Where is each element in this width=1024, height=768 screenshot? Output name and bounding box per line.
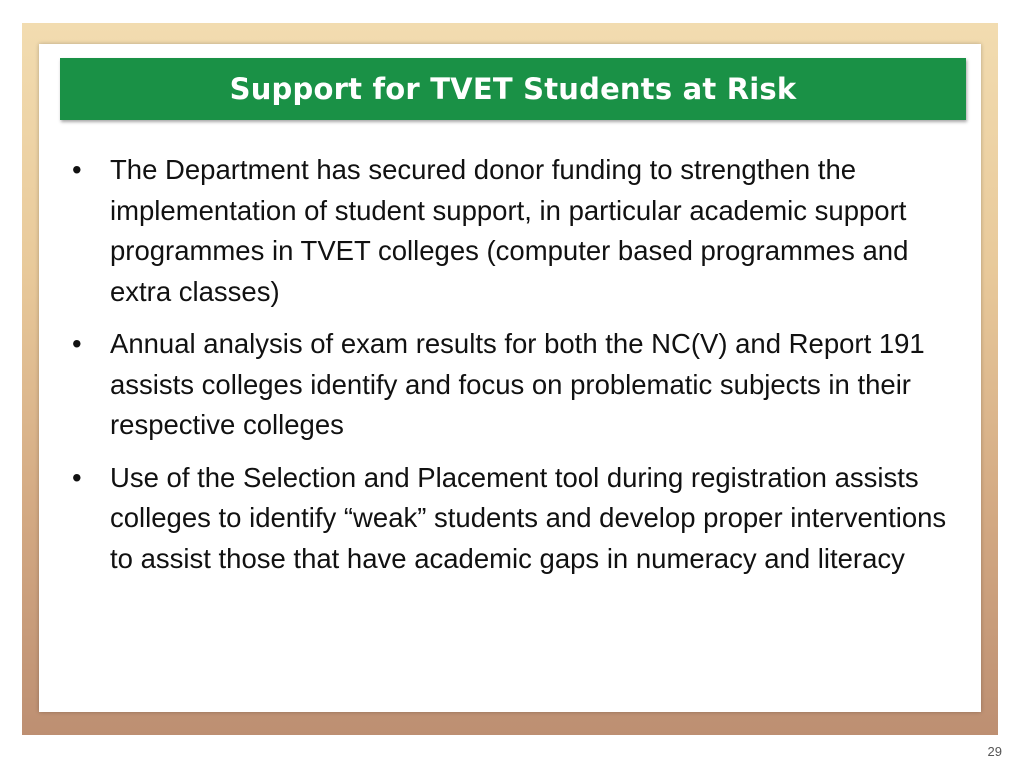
bullet-item-1 [70, 150, 960, 312]
bullet-list [70, 150, 960, 591]
bullet-icon: • [72, 461, 82, 493]
bullet-text-2: Annual analysis of exam results for both the NC(V) and Report 191 assists colleges identify and focus on problematic subjects in their respective colleges [110, 328, 925, 440]
title-bar [60, 58, 966, 120]
bullet-text-3: Use of the Selection and Placement tool during registration assists colleges to identify “weak” students and develop proper interventions to assist those that have academic gaps in numeracy and literacy [110, 461, 947, 574]
bullet-item-3 [70, 458, 960, 580]
page-number: 29 [987, 744, 1002, 759]
bullet-icon: • [72, 328, 82, 359]
bullet-icon: • [72, 154, 82, 185]
bullet-item-2 [70, 324, 960, 446]
slide-title: Support for TVET Students at Risk [229, 72, 797, 106]
bullet-text-1: The Department has secured donor funding to strengthen the implementation of student support, in particular academic support programmes in TVET colleges (computer based programmes and extra classes) [110, 154, 909, 307]
